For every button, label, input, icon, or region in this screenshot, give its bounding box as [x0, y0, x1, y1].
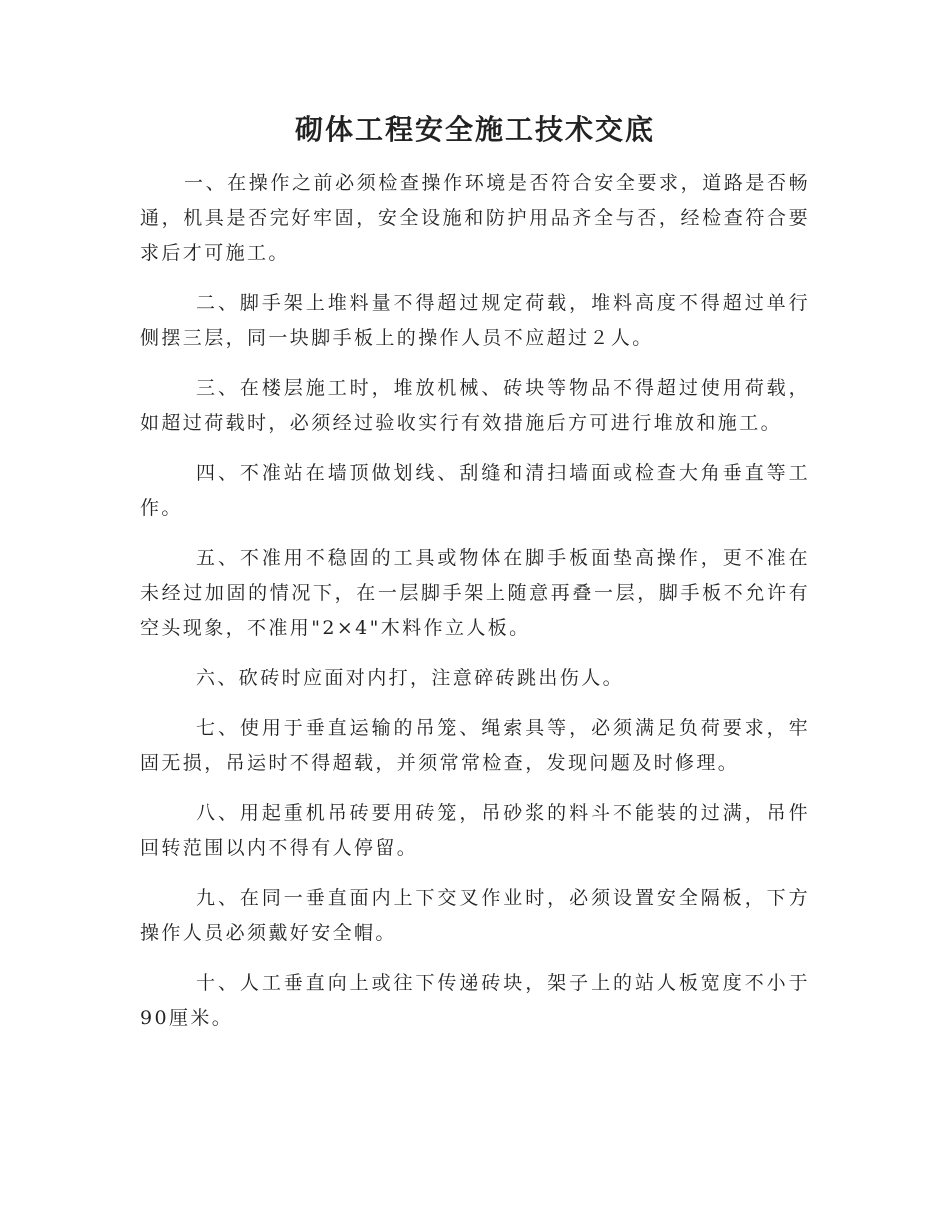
paragraph-3: 三、在楼层施工时，堆放机械、砖块等物品不得超过使用荷载，如超过荷载时，必须经过验收实行有效措施后方可进行堆放和施工。 — [140, 377, 810, 434]
paragraph-5: 五、不准用不稳固的工具或物体在脚手板面垫高操作，更不准在未经过加固的情况下，在一层脚手架上随意再叠一层，脚手板不允许有空头现象，不准用"2×4"木料作立人板。 — [140, 547, 810, 639]
paragraph-7: 七、使用于垂直运输的吊笼、绳索具等，必须满足负荷要求，牢固无损，吊运时不得超载，并须常常检查，发现问题及时修理。 — [140, 717, 810, 774]
document-body — [140, 166, 810, 1051]
document-title: 砌体工程安全施工技术交底 — [294, 113, 655, 146]
paragraph-4: 四、不准站在墙顶做划线、刮缝和清扫墙面或检查大角垂直等工作。 — [140, 462, 810, 519]
paragraph-8: 八、用起重机吊砖要用砖笼，吊砂浆的料斗不能装的过满，吊件回转范围以内不得有人停留。 — [140, 802, 810, 859]
paragraph-1: 一、在操作之前必须检查操作环境是否符合安全要求，道路是否畅通，机具是否完好牢固，安全设施和防护用品齐全与否，经检查符合要求后才可施工。 — [140, 172, 810, 264]
paragraph-9: 九、在同一垂直面内上下交叉作业时，必须设置安全隔板，下方操作人员必须戴好安全帽。 — [140, 887, 810, 944]
paragraph-10: 十、人工垂直向上或往下传递砖块，架子上的站人板宽度不小于90厘米。 — [140, 972, 810, 1029]
paragraph-2: 二、脚手架上堆料量不得超过规定荷载，堆料高度不得超过单行侧摆三层，同一块脚手板上的操作人员不应超过２人。 — [140, 292, 810, 349]
paragraph-6: 六、砍砖时应面对内打，注意碎砖跳出伤人。 — [196, 667, 625, 689]
